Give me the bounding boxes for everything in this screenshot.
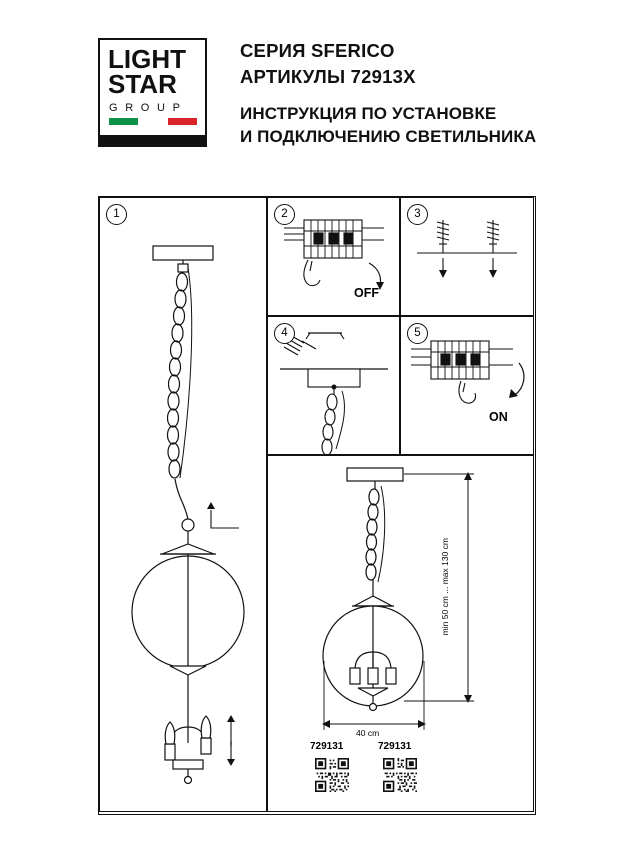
logo-line-2: STAR [108, 69, 177, 99]
step-2-panel [267, 197, 400, 316]
qr-code-2 [383, 758, 417, 792]
step-5-number: 5 [407, 323, 428, 344]
logo-bottom-bar [100, 135, 205, 147]
step-1-number: 1 [106, 204, 127, 225]
step-5-panel [400, 316, 534, 455]
code-label-1: 729131 [310, 741, 344, 752]
series-title: СЕРИЯ SFERICO [240, 40, 395, 61]
header [0, 0, 632, 175]
qr-code-1 [315, 758, 349, 792]
step-1-illustration [100, 198, 266, 811]
code-label-2: 729131 [378, 741, 412, 752]
instruction-line-2: И ПОДКЛЮЧЕНИЮ СВЕТИЛЬНИКА [240, 127, 537, 146]
step-2-label: OFF [354, 286, 379, 300]
instruction-line-1: ИНСТРУКЦИЯ ПО УСТАНОВКЕ [240, 104, 497, 123]
diagram-frame [98, 196, 536, 815]
brand-logo [98, 38, 207, 147]
italy-flag-icon [109, 118, 197, 125]
step-2-number: 2 [274, 204, 295, 225]
height-dimension-label: min 50 cm ... max 130 cm [440, 538, 450, 636]
final-assembly-panel [267, 455, 534, 812]
logo-line-1: LIGHT [108, 44, 186, 74]
step-3-panel [400, 197, 534, 316]
step-4-panel [267, 316, 400, 455]
step-1-panel [99, 197, 267, 812]
article-title: АРТИКУЛЫ 72913X [240, 66, 416, 87]
step-4-number: 4 [274, 323, 295, 344]
title-block [240, 40, 620, 147]
logo-wordmark [108, 44, 203, 99]
step-5-label: ON [489, 410, 508, 424]
logo-group-text: G R O U P [109, 102, 183, 114]
step-3-number: 3 [407, 204, 428, 225]
width-dimension-label: 40 cm [356, 728, 380, 738]
